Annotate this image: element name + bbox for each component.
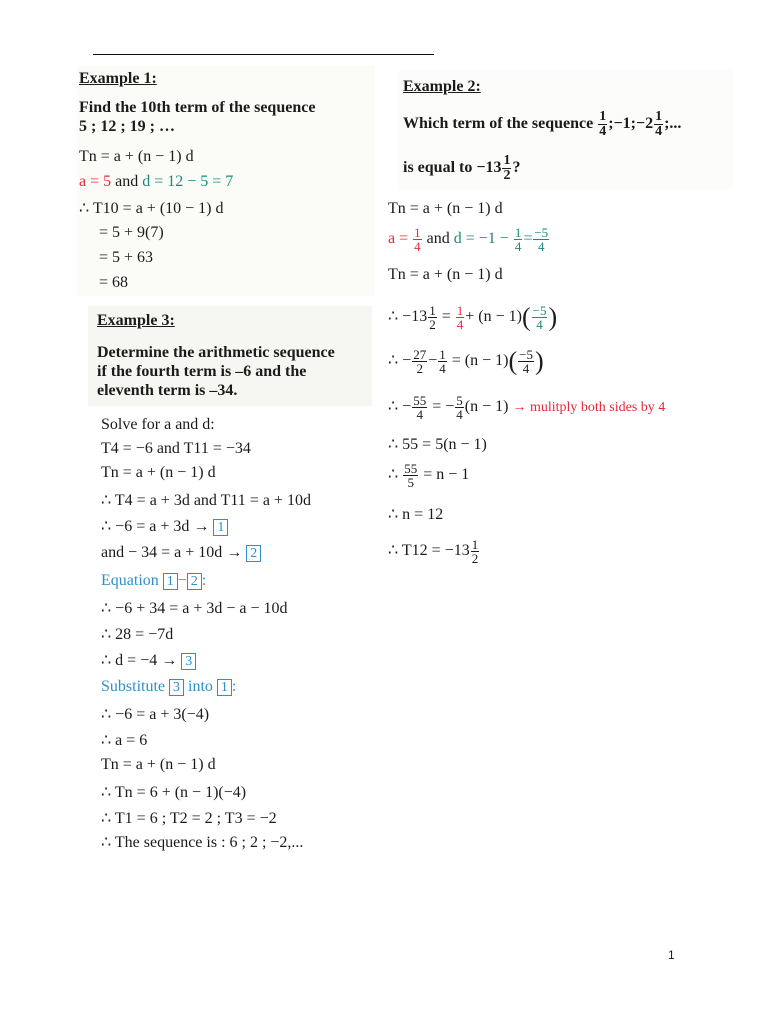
example-3-into-label: into (188, 678, 213, 695)
example-2-step-4: ∴ 55 = 5(n − 1) (388, 436, 487, 453)
example-3-step-14: Tn = a + (n − 1) d (101, 756, 216, 773)
example-2 (398, 70, 733, 190)
fraction-one-quarter: $\frac{1}{4}$ (655, 109, 663, 139)
example-2-and: and (426, 230, 450, 248)
example-3-question-line1: Determine the arithmetic sequence (97, 344, 335, 361)
equation-box-1: 1 (217, 679, 232, 696)
equation-box-3: 3 (169, 679, 184, 696)
example-2-formula-2: Tn = a + (n − 1) d (388, 266, 503, 283)
example-3-equation-label: Equation (101, 572, 159, 589)
example-3-step-10 (101, 650, 196, 670)
example-2-step-2-minus: − (428, 352, 438, 370)
fraction-one-quarter: $\frac{1}{4}$ (599, 109, 607, 139)
equation-box-2: 2 (187, 573, 202, 590)
example-3-colon: : (201, 572, 207, 589)
fraction-one-half: $\frac{1}{2}$ (471, 537, 479, 566)
page-number: 1 (668, 948, 675, 962)
example-3-step-7 (101, 572, 206, 590)
header-rule (93, 54, 434, 55)
example-3-step-10-text: ∴ d = −4 → (101, 652, 178, 669)
fraction-one-quarter: $\frac{1}{4}$ (456, 303, 464, 332)
example-2-step-2-rhs: = (n − 1) (451, 352, 509, 370)
example-2-step-1-rhs: + (n − 1) (465, 308, 522, 326)
example-2-d-label: d = −1 − (453, 230, 509, 248)
example-2-seq-end: ;... (664, 115, 682, 133)
fraction-neg5-over-4: $\frac{-5}{4}$ (534, 225, 549, 254)
example-2-step-5 (388, 462, 469, 489)
example-3-question-line2: if the fourth term is –6 and the (97, 363, 307, 380)
example-2-given: a = $\frac{1}{4}$ and d = −1 − $\frac{1}{4}$ = $\frac{-5}{4}$ (388, 225, 549, 254)
example-2-step-2: ∴ − $\frac{27}{2}$ − $\frac{1}{4}$ = (n − 1)( $\frac{-5}{4}$ ) (388, 346, 544, 376)
fraction-one-quarter: $\frac{1}{4}$ (514, 225, 522, 254)
example-1-question-line2: 5 ; 12 ; 19 ; … (79, 118, 175, 135)
example-2-step-1-eq: = (441, 308, 451, 326)
example-3-step-1: Solve for a and d: (101, 416, 215, 433)
example-1-d-value: d = 12 − 5 = 7 (142, 173, 234, 190)
example-3-step-16: ∴ T1 = 6 ; T2 = 2 ; T3 = −2 (101, 810, 277, 827)
equation-box-2: 2 (246, 545, 261, 562)
fraction-neg5-over-4: $\frac{-5}{4}$ (519, 347, 533, 376)
example-3-step-5-text: ∴ −6 = a + 3d → (101, 518, 210, 535)
example-3-step-15: ∴ Tn = 6 + (n − 1)(−4) (101, 784, 247, 801)
example-2-question-line2: is equal to −13 $\frac{1}{2}$ ? (403, 153, 521, 183)
example-3-step-13: ∴ a = 6 (101, 732, 148, 749)
example-2-question-text: Which term of the sequence (403, 115, 594, 133)
example-2-working (388, 196, 733, 576)
equation-box-1: 1 (213, 519, 228, 536)
example-2-step-3-rhs: (n − 1) (464, 398, 509, 416)
fraction-55-over-5: $\frac{55}{5}$ (404, 461, 418, 490)
example-3-step-6-text: and − 34 = a + 10d → (101, 544, 243, 561)
example-2-step-6: ∴ n = 12 (388, 506, 444, 523)
example-2-question-line1 (403, 110, 681, 139)
example-1-and: and (115, 173, 139, 190)
example-3-question-line3: eleventh term is –34. (97, 382, 238, 399)
example-3 (88, 306, 372, 406)
example-2-step-5-therefore: ∴ (388, 466, 399, 484)
example-2-step-5-rhs: = n − 1 (423, 466, 470, 484)
fraction-one-quarter: $\frac{1}{4}$ (414, 225, 421, 254)
example-3-step-9: ∴ 28 = −7d (101, 626, 174, 643)
example-2-note: → mulitply both sides by 4 (512, 400, 666, 416)
equation-box-3: 3 (181, 653, 196, 670)
example-3-step-2: T4 = −6 and T11 = −34 (101, 440, 251, 457)
example-3-step-3: Tn = a + (n − 1) d (101, 464, 216, 481)
example-2-step-3 (388, 394, 665, 421)
example-2-step-1: ∴ −13 $\frac{1}{2}$ = $\frac{1}{4}$ + (n − 1)( $\frac{-5}{4}$ ) (388, 302, 558, 332)
example-1-step-3: = 5 + 63 (99, 249, 154, 266)
example-2-seq-terms: ;−1;−2 (608, 115, 654, 133)
example-1-question-line1: Find the 10th term of the sequence (79, 99, 316, 116)
fraction-one-half: $\frac{1}{2}$ (429, 303, 436, 332)
example-3-step-8: ∴ −6 + 34 = a + 3d − a − 10d (101, 600, 288, 617)
example-2-a-label: a = (388, 230, 409, 248)
example-2-formula: Tn = a + (n − 1) d (388, 200, 503, 217)
example-3-working (91, 410, 381, 850)
example-1-heading: Example 1: (79, 70, 157, 87)
example-1-a-value: a = 5 (79, 173, 112, 190)
example-3-step-6 (101, 544, 261, 562)
example-2-step-2-lhs: ∴ − (388, 352, 412, 370)
example-3-step-12: ∴ −6 = a + 3(−4) (101, 706, 210, 723)
fraction-one-quarter: $\frac{1}{4}$ (439, 347, 446, 376)
example-3-step-11 (101, 678, 236, 696)
example-2-target: is equal to −13 (403, 159, 502, 177)
example-3-step-4: ∴ T4 = a + 3d and T11 = a + 10d (101, 492, 311, 509)
example-1 (77, 66, 375, 296)
example-3-minus: − (177, 572, 187, 589)
example-2-step-1-lhs: ∴ −13 (388, 308, 428, 326)
example-2-answer-text: ∴ T12 = −13 (388, 542, 470, 560)
fraction-neg5-over-4: $\frac{-5}{4}$ (532, 303, 547, 332)
example-3-answer: ∴ The sequence is : 6 ; 2 ; −2,... (101, 834, 304, 851)
example-1-formula: Tn = a + (n − 1) d (79, 148, 194, 165)
fraction-5-over-4: $\frac{5}{4}$ (456, 393, 463, 422)
example-2-step-3-lhs: ∴ − (388, 398, 412, 416)
fraction-one-half: $\frac{1}{2}$ (503, 153, 511, 183)
equation-box-1: 1 (163, 573, 178, 590)
example-3-colon: : (231, 678, 237, 695)
example-1-step-t10: ∴ T10 = a + (10 − 1) d (79, 200, 224, 217)
example-1-answer: = 68 (99, 274, 129, 291)
example-1-given (79, 173, 233, 191)
fraction-55-over-4: $\frac{55}{4}$ (413, 393, 427, 422)
example-2-step-3-eq: = − (432, 398, 455, 416)
example-3-heading: Example 3: (97, 312, 175, 329)
example-2-heading: Example 2: (403, 78, 481, 95)
example-2-answer (388, 538, 480, 565)
example-1-step-2: = 5 + 9(7) (99, 224, 164, 241)
fraction-27-over-2: $\frac{27}{2}$ (413, 347, 427, 376)
example-3-substitute-label: Substitute (101, 678, 166, 695)
example-3-step-5 (101, 516, 228, 536)
